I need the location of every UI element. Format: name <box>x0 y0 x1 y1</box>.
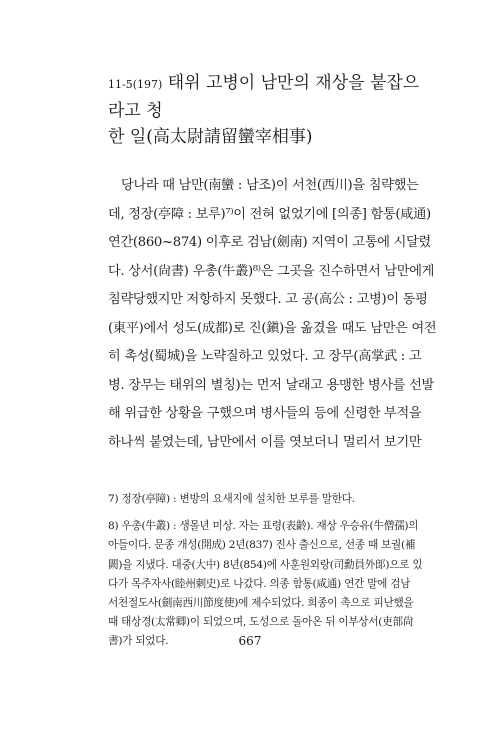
body-line: 히 촉성(蜀城)을 노략질하고 있었다. 고 장무(高掌武 : 고 <box>108 349 422 364</box>
section-heading <box>108 70 424 150</box>
body-line: (東平)에서 성도(成都)로 진(鎭)을 옮겼을 때도 남만은 여전 <box>108 320 437 336</box>
footnotes <box>108 490 434 652</box>
footnote-8-line: 8) 우총(牛叢) : 생몰년 미상. 자는 표령(表齡). 재상 우승유(牛僧孺)의 <box>108 520 419 533</box>
body-line: 병. 장무는 태위의 별칭)는 먼저 날래고 용맹한 병사를 선발 <box>108 377 434 393</box>
footnote-7: 7) 정장(亭障) : 변방의 요새지에 설치한 보루를 말한다. <box>108 493 355 505</box>
footnote-8-line: 서천절도사(劍南西川節度使)에 제수되었다. 희종이 촉으로 피난했을 <box>108 597 414 610</box>
body-line: 침략당했지만 저항하지 못했다. 고 공(高公 : 고병)이 동평 <box>108 292 428 307</box>
footnote-8-line: 때 태상경(太常卿)이 되었으며, 도성으로 돌아온 뒤 이부상서(吏部尙 <box>108 616 414 629</box>
body-line: 하나씩 붙였는데, 남만에서 이를 엿보더니 멀리서 보기만 <box>108 434 422 450</box>
heading-title-part-2: 한 일(高太尉請留蠻宰相事) <box>108 127 313 147</box>
body-line: 해 위급한 상황을 구했으며 병사들의 등에 신령한 부적을 <box>108 406 422 421</box>
body-line: 연간(860~874) 이후로 검남(劍南) 지역이 고통에 시달렸 <box>108 235 431 250</box>
footnote-8-line: 아들이다. 문종 개성(開成) 2년(837) 진사 출신으로, 선종 때 보궐(補 <box>108 539 416 552</box>
body-line: 당나라 때 남만(南蠻 : 남조)이 서천(西川)을 침략했는 <box>121 178 419 193</box>
body-text <box>108 172 437 457</box>
footnote-8-line: 다가 목주자사(睦州刺史)로 나갔다. 의종 함통(咸通) 연간 말에 검남 <box>108 577 411 590</box>
body-line: 다. 상서(尙書) 우총(牛叢)⁸⁾은 그곳을 진수하면서 남만에게 <box>108 263 435 279</box>
body-line: 데, 정장(亭障 : 보루)⁷⁾이 전혀 없었기에 [의종] 함통(咸通) <box>108 206 431 222</box>
footnote-8-line: 書)가 되었다. <box>108 635 169 648</box>
footnote-8-line: 闕)을 지냈다. 대중(大中) 8년(854)에 사훈원외랑(司勳員外郞)으로 있 <box>108 558 423 571</box>
page-number: 667 <box>238 634 262 648</box>
heading-line-1 <box>108 70 424 124</box>
section-number: 11-5(197) <box>108 78 163 91</box>
heading-title-part-1: 태위 고병이 남만의 재상을 붙잡으라고 청 <box>108 73 420 121</box>
